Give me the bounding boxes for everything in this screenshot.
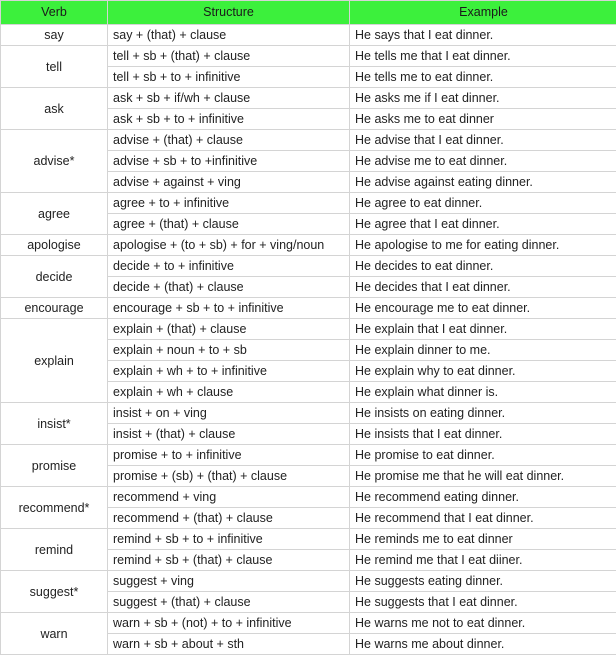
verb-cell[interactable]: advise* [1, 130, 108, 193]
verb-cell[interactable]: insist* [1, 403, 108, 445]
example-cell[interactable]: He decides that I eat dinner. [350, 277, 616, 298]
structure-cell[interactable]: decide + (that) + clause [108, 277, 350, 298]
structure-cell[interactable]: say + (that) + clause [108, 25, 350, 46]
example-cell[interactable]: He says that I eat dinner. [350, 25, 616, 46]
verb-cell[interactable]: agree [1, 193, 108, 235]
example-cell[interactable]: He asks me to eat dinner [350, 109, 616, 130]
verb-cell[interactable]: suggest* [1, 571, 108, 613]
verb-cell[interactable]: tell [1, 46, 108, 88]
example-cell[interactable]: He asks me if I eat dinner. [350, 88, 616, 109]
example-cell[interactable]: He agree to eat dinner. [350, 193, 616, 214]
verb-cell[interactable]: say [1, 25, 108, 46]
structure-cell[interactable]: insist + (that) + clause [108, 424, 350, 445]
table-row [1, 445, 616, 466]
example-cell[interactable]: He insists that I eat dinner. [350, 424, 616, 445]
header-structure[interactable]: Structure [108, 1, 350, 25]
structure-cell[interactable]: suggest + ving [108, 571, 350, 592]
structure-cell[interactable]: agree + (that) + clause [108, 214, 350, 235]
verb-cell[interactable]: remind [1, 529, 108, 571]
example-cell[interactable]: He explain that I eat dinner. [350, 319, 616, 340]
example-cell[interactable]: He remind me that I eat diiner. [350, 550, 616, 571]
verb-cell[interactable]: decide [1, 256, 108, 298]
structure-cell[interactable]: tell + sb + (that) + clause [108, 46, 350, 67]
structure-cell[interactable]: recommend + (that) + clause [108, 508, 350, 529]
structure-cell[interactable]: advise + against + ving [108, 172, 350, 193]
table-row [1, 613, 616, 634]
example-cell[interactable]: He decides to eat dinner. [350, 256, 616, 277]
example-cell[interactable]: He insists on eating dinner. [350, 403, 616, 424]
table-row [1, 487, 616, 508]
example-cell[interactable]: He recommend eating dinner. [350, 487, 616, 508]
structure-cell[interactable]: decide + to + infinitive [108, 256, 350, 277]
example-cell[interactable]: He advise against eating dinner. [350, 172, 616, 193]
table-row [1, 256, 616, 277]
verb-cell[interactable]: encourage [1, 298, 108, 319]
example-cell[interactable]: He reminds me to eat dinner [350, 529, 616, 550]
table-row [1, 403, 616, 424]
example-cell[interactable]: He encourage me to eat dinner. [350, 298, 616, 319]
structure-cell[interactable]: tell + sb + to + infinitive [108, 67, 350, 88]
structure-cell[interactable]: remind + sb + (that) + clause [108, 550, 350, 571]
structure-cell[interactable]: remind + sb + to + infinitive [108, 529, 350, 550]
table-row [1, 571, 616, 592]
structure-cell[interactable]: advise + sb + to +infinitive [108, 151, 350, 172]
structure-cell[interactable]: apologise + (to + sb) + for + ving/noun [108, 235, 350, 256]
structure-cell[interactable]: agree + to + infinitive [108, 193, 350, 214]
example-cell[interactable]: He advise me to eat dinner. [350, 151, 616, 172]
header-verb[interactable]: Verb [1, 1, 108, 25]
header-row [1, 1, 616, 25]
header-example[interactable]: Example [350, 1, 616, 25]
table-row [1, 298, 616, 319]
table-row [1, 130, 616, 151]
verb-cell[interactable]: promise [1, 445, 108, 487]
table-row [1, 319, 616, 340]
example-cell[interactable]: He explain why to eat dinner. [350, 361, 616, 382]
table-row [1, 529, 616, 550]
verb-cell[interactable]: warn [1, 613, 108, 655]
table-row [1, 235, 616, 256]
structure-cell[interactable]: ask + sb + if/wh + clause [108, 88, 350, 109]
structure-cell[interactable]: warn + sb + (not) + to + infinitive [108, 613, 350, 634]
structure-cell[interactable]: promise + (sb) + (that) + clause [108, 466, 350, 487]
structure-cell[interactable]: encourage + sb + to + infinitive [108, 298, 350, 319]
example-cell[interactable]: He warns me about dinner. [350, 634, 616, 655]
structure-cell[interactable]: explain + noun + to + sb [108, 340, 350, 361]
structure-cell[interactable]: ask + sb + to + infinitive [108, 109, 350, 130]
example-cell[interactable]: He tells me that I eat dinner. [350, 46, 616, 67]
structure-cell[interactable]: explain + wh + to + infinitive [108, 361, 350, 382]
verb-cell[interactable]: recommend* [1, 487, 108, 529]
example-cell[interactable]: He agree that I eat dinner. [350, 214, 616, 235]
example-cell[interactable]: He recommend that I eat dinner. [350, 508, 616, 529]
structure-cell[interactable]: advise + (that) + clause [108, 130, 350, 151]
example-cell[interactable]: He tells me to eat dinner. [350, 67, 616, 88]
example-cell[interactable]: He explain dinner to me. [350, 340, 616, 361]
example-cell[interactable]: He suggests eating dinner. [350, 571, 616, 592]
table-row [1, 25, 616, 46]
example-cell[interactable]: He warns me not to eat dinner. [350, 613, 616, 634]
verb-cell[interactable]: explain [1, 319, 108, 403]
example-cell[interactable]: He promise me that he will eat dinner. [350, 466, 616, 487]
structure-cell[interactable]: suggest + (that) + clause [108, 592, 350, 613]
example-cell[interactable]: He apologise to me for eating dinner. [350, 235, 616, 256]
table-row [1, 46, 616, 67]
structure-cell[interactable]: explain + (that) + clause [108, 319, 350, 340]
example-cell[interactable]: He promise to eat dinner. [350, 445, 616, 466]
example-cell[interactable]: He suggests that I eat dinner. [350, 592, 616, 613]
structure-cell[interactable]: recommend + ving [108, 487, 350, 508]
verb-cell[interactable]: apologise [1, 235, 108, 256]
table-body [1, 25, 616, 655]
structure-cell[interactable]: warn + sb + about + sth [108, 634, 350, 655]
table-row [1, 193, 616, 214]
verb-cell[interactable]: ask [1, 88, 108, 130]
table-row [1, 88, 616, 109]
example-cell[interactable]: He explain what dinner is. [350, 382, 616, 403]
example-cell[interactable]: He advise that I eat dinner. [350, 130, 616, 151]
structure-cell[interactable]: insist + on + ving [108, 403, 350, 424]
structure-cell[interactable]: explain + wh + clause [108, 382, 350, 403]
structure-cell[interactable]: promise + to + infinitive [108, 445, 350, 466]
